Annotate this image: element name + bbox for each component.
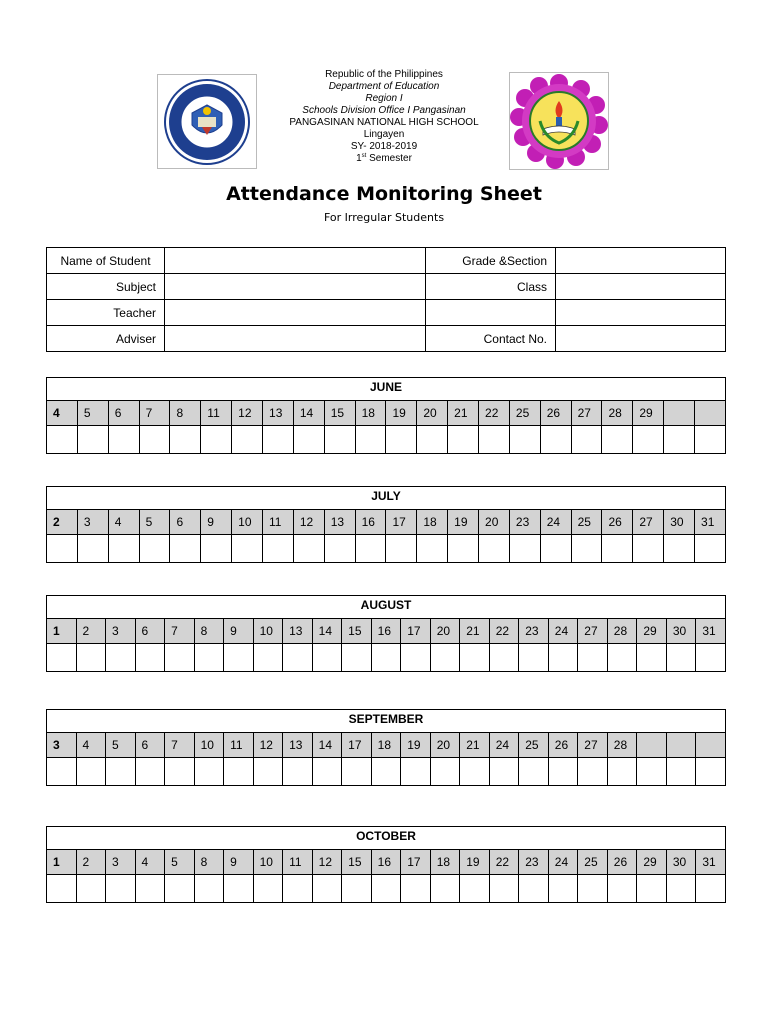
day-number-cell: 2 (47, 510, 78, 535)
school-header (270, 69, 498, 165)
attendance-cell[interactable] (170, 535, 201, 563)
day-number-cell: 26 (607, 850, 637, 875)
day-number-cell: 16 (371, 850, 401, 875)
day-number-cell (696, 733, 726, 758)
day-number-cell: 17 (342, 733, 372, 758)
teacher-label: Teacher (47, 300, 165, 326)
day-number-cell: 4 (76, 733, 106, 758)
attendance-cell[interactable] (47, 535, 78, 563)
month-block-october (46, 826, 726, 903)
attendance-cell[interactable] (548, 644, 578, 672)
day-number-cell: 5 (139, 510, 170, 535)
day-number-cell: 19 (460, 850, 490, 875)
school-seal-logo (509, 72, 609, 170)
day-number-cell: 10 (232, 510, 263, 535)
day-number-cell: 11 (201, 401, 232, 426)
day-number-row (47, 733, 726, 758)
header-school: PANGASINAN NATIONAL HIGH SCHOOL (289, 117, 479, 128)
day-number-cell: 6 (170, 510, 201, 535)
day-number-cell: 23 (519, 619, 549, 644)
attendance-cell[interactable] (47, 875, 77, 903)
contact-no-label: Contact No. (426, 326, 556, 352)
day-number-cell: 6 (135, 733, 165, 758)
month-title: JULY (46, 486, 726, 510)
day-number-cell: 26 (540, 401, 571, 426)
day-number-cell: 21 (448, 401, 479, 426)
day-number-cell: 15 (324, 401, 355, 426)
day-number-cell: 19 (386, 401, 417, 426)
attendance-cell[interactable] (263, 535, 294, 563)
day-number-cell (695, 401, 726, 426)
day-number-cell: 29 (637, 619, 667, 644)
attendance-cell[interactable] (417, 535, 448, 563)
day-number-cell: 24 (540, 510, 571, 535)
day-number-cell: 25 (578, 850, 608, 875)
day-number-cell: 2 (76, 619, 106, 644)
attendance-cell[interactable] (312, 758, 342, 786)
day-number-cell: 1 (47, 619, 77, 644)
day-number-cell: 24 (548, 850, 578, 875)
header-town: Lingayen (363, 129, 405, 140)
day-number-cell: 24 (489, 733, 519, 758)
attendance-cell[interactable] (386, 426, 417, 454)
day-number-cell: 9 (224, 850, 254, 875)
attendance-cell[interactable] (386, 535, 417, 563)
day-number-cell: 27 (578, 733, 608, 758)
day-number-cell: 18 (355, 401, 386, 426)
attendance-cell[interactable] (76, 644, 106, 672)
attendance-cell[interactable] (637, 644, 667, 672)
day-number-cell: 15 (342, 850, 372, 875)
attendance-cell[interactable] (201, 426, 232, 454)
attendance-cell[interactable] (540, 426, 571, 454)
day-number-cell: 23 (509, 510, 540, 535)
attendance-cell[interactable] (293, 426, 324, 454)
day-number-cell: 2 (76, 850, 106, 875)
attendance-cell[interactable] (342, 644, 372, 672)
attendance-cell[interactable] (519, 875, 549, 903)
day-number-cell: 18 (430, 850, 460, 875)
attendance-cell[interactable] (263, 426, 294, 454)
attendance-cell[interactable] (47, 758, 77, 786)
attendance-cell[interactable] (165, 758, 195, 786)
attendance-cell[interactable] (371, 758, 401, 786)
day-number-cell: 18 (371, 733, 401, 758)
day-number-cell: 13 (283, 733, 313, 758)
attendance-cell[interactable] (666, 875, 696, 903)
day-number-cell: 19 (401, 733, 431, 758)
adviser-label: Adviser (47, 326, 165, 352)
attendance-cell[interactable] (342, 875, 372, 903)
day-number-cell: 30 (666, 850, 696, 875)
attendance-cell[interactable] (607, 758, 637, 786)
attendance-cell[interactable] (194, 758, 224, 786)
attendance-cell[interactable] (170, 426, 201, 454)
attendance-cell[interactable] (664, 535, 695, 563)
day-number-cell: 23 (519, 850, 549, 875)
attendance-cell[interactable] (696, 758, 726, 786)
day-number-cell: 22 (489, 619, 519, 644)
day-number-cell: 20 (417, 401, 448, 426)
attendance-cell[interactable] (509, 426, 540, 454)
attendance-cell[interactable] (194, 644, 224, 672)
day-number-cell: 16 (371, 619, 401, 644)
header-division: Schools Division Office I Pangasinan (302, 105, 466, 116)
sheet-title: Attendance Monitoring Sheet (226, 183, 542, 205)
attendance-cell[interactable] (666, 758, 696, 786)
month-title: OCTOBER (46, 826, 726, 850)
day-number-cell: 4 (47, 401, 78, 426)
attendance-cell[interactable] (232, 426, 263, 454)
day-number-cell: 15 (342, 619, 372, 644)
attendance-cell[interactable] (448, 535, 479, 563)
attendance-cell[interactable] (324, 426, 355, 454)
attendance-cell[interactable] (371, 875, 401, 903)
attendance-cell[interactable] (76, 875, 106, 903)
attendance-cell[interactable] (578, 758, 608, 786)
attendance-cell[interactable] (448, 426, 479, 454)
attendance-cell[interactable] (548, 758, 578, 786)
month-title: SEPTEMBER (46, 709, 726, 733)
attendance-cell[interactable] (578, 875, 608, 903)
attendance-cell[interactable] (460, 644, 490, 672)
attendance-cell[interactable] (355, 535, 386, 563)
day-number-cell: 26 (602, 510, 633, 535)
attendance-cell[interactable] (253, 644, 283, 672)
attendance-cell[interactable] (224, 758, 254, 786)
attendance-cell[interactable] (401, 875, 431, 903)
day-number-cell: 7 (165, 733, 195, 758)
day-number-cell: 20 (430, 619, 460, 644)
attendance-cell[interactable] (664, 426, 695, 454)
attendance-cell[interactable] (430, 875, 460, 903)
day-number-cell: 22 (479, 401, 510, 426)
day-number-row (47, 401, 726, 426)
attendance-row (47, 426, 726, 454)
day-number-cell: 12 (253, 733, 283, 758)
subject-label: Subject (47, 274, 165, 300)
month-block-july (46, 486, 726, 563)
attendance-cell[interactable] (460, 758, 490, 786)
day-number-cell: 16 (355, 510, 386, 535)
attendance-cell[interactable] (602, 535, 633, 563)
day-number-cell: 13 (324, 510, 355, 535)
attendance-cell[interactable] (633, 426, 664, 454)
attendance-cell[interactable] (312, 644, 342, 672)
attendance-cell[interactable] (519, 644, 549, 672)
attendance-cell[interactable] (108, 535, 139, 563)
attendance-cell[interactable] (637, 758, 667, 786)
day-number-cell: 28 (607, 619, 637, 644)
attendance-cell[interactable] (108, 426, 139, 454)
attendance-cell[interactable] (633, 535, 664, 563)
day-number-cell: 25 (509, 401, 540, 426)
deped-seal-logo (157, 74, 257, 169)
attendance-row (47, 875, 726, 903)
attendance-cell[interactable] (165, 875, 195, 903)
teacher-row-blank-field[interactable] (556, 300, 726, 326)
day-number-row (47, 619, 726, 644)
day-number-cell: 11 (263, 510, 294, 535)
day-number-cell: 27 (633, 510, 664, 535)
day-number-cell: 14 (312, 733, 342, 758)
attendance-cell[interactable] (253, 758, 283, 786)
day-number-cell: 31 (696, 619, 726, 644)
day-number-cell: 19 (448, 510, 479, 535)
day-number-cell: 13 (283, 619, 313, 644)
month-title: JUNE (46, 377, 726, 401)
attendance-cell[interactable] (201, 535, 232, 563)
attendance-cell[interactable] (293, 535, 324, 563)
day-number-cell: 20 (479, 510, 510, 535)
attendance-cell[interactable] (571, 535, 602, 563)
day-number-cell: 8 (170, 401, 201, 426)
month-block-june (46, 377, 726, 454)
day-number-cell: 3 (106, 619, 136, 644)
attendance-cell[interactable] (489, 644, 519, 672)
attendance-cell[interactable] (76, 758, 106, 786)
attendance-cell[interactable] (135, 758, 165, 786)
attendance-cell[interactable] (253, 875, 283, 903)
attendance-cell[interactable] (224, 644, 254, 672)
attendance-cell[interactable] (509, 535, 540, 563)
grade-section-field[interactable] (556, 248, 726, 274)
attendance-cell[interactable] (696, 644, 726, 672)
attendance-cell[interactable] (578, 644, 608, 672)
attendance-cell[interactable] (548, 875, 578, 903)
attendance-cell[interactable] (355, 426, 386, 454)
attendance-cell[interactable] (283, 875, 313, 903)
attendance-cell[interactable] (489, 875, 519, 903)
day-number-cell: 1 (47, 850, 77, 875)
grade-section-label: Grade &Section (426, 248, 556, 274)
teacher-field[interactable] (165, 300, 426, 326)
day-number-cell: 22 (489, 850, 519, 875)
month-block-september (46, 709, 726, 786)
attendance-cell[interactable] (224, 875, 254, 903)
name-of-student-label: Name of Student (47, 248, 165, 274)
day-number-cell: 3 (47, 733, 77, 758)
class-label: Class (426, 274, 556, 300)
day-number-cell: 27 (571, 401, 602, 426)
day-number-cell (666, 733, 696, 758)
attendance-row (47, 535, 726, 563)
day-number-row (47, 850, 726, 875)
attendance-cell[interactable] (106, 875, 136, 903)
day-number-cell: 12 (293, 510, 324, 535)
day-number-cell: 11 (283, 850, 313, 875)
day-number-cell: 26 (548, 733, 578, 758)
day-number-cell: 17 (386, 510, 417, 535)
day-number-cell: 21 (460, 619, 490, 644)
sheet-subtitle: For Irregular Students (323, 211, 445, 224)
subject-field[interactable] (165, 274, 426, 300)
day-number-cell: 25 (519, 733, 549, 758)
day-number-cell: 5 (77, 401, 108, 426)
attendance-cell[interactable] (135, 644, 165, 672)
attendance-cell[interactable] (106, 758, 136, 786)
day-number-cell: 17 (401, 850, 431, 875)
day-number-cell: 7 (139, 401, 170, 426)
attendance-cell[interactable] (430, 758, 460, 786)
attendance-cell[interactable] (106, 644, 136, 672)
day-number-cell: 12 (312, 850, 342, 875)
day-number-cell: 24 (548, 619, 578, 644)
day-number-cell: 5 (165, 850, 195, 875)
attendance-cell[interactable] (135, 875, 165, 903)
attendance-row (47, 644, 726, 672)
day-number-cell: 9 (224, 619, 254, 644)
attendance-row (47, 758, 726, 786)
contact-no-field[interactable] (556, 326, 726, 352)
attendance-cell[interactable] (696, 875, 726, 903)
day-number-cell: 14 (312, 619, 342, 644)
day-number-cell: 31 (696, 850, 726, 875)
day-number-cell: 17 (401, 619, 431, 644)
adviser-field[interactable] (165, 326, 426, 352)
teacher-row-blank (426, 300, 556, 326)
day-number-cell: 28 (602, 401, 633, 426)
attendance-cell[interactable] (165, 644, 195, 672)
attendance-cell[interactable] (460, 875, 490, 903)
attendance-cell[interactable] (312, 875, 342, 903)
day-number-cell: 28 (607, 733, 637, 758)
attendance-cell[interactable] (77, 426, 108, 454)
day-number-cell: 20 (430, 733, 460, 758)
attendance-cell[interactable] (324, 535, 355, 563)
name-of-student-field[interactable] (165, 248, 426, 274)
day-number-row (47, 510, 726, 535)
header-region: Region I (365, 93, 403, 104)
day-number-cell: 5 (106, 733, 136, 758)
attendance-cell[interactable] (666, 644, 696, 672)
day-number-cell: 8 (194, 850, 224, 875)
attendance-cell[interactable] (401, 644, 431, 672)
day-number-cell: 3 (106, 850, 136, 875)
day-number-cell: 11 (224, 733, 254, 758)
day-number-cell: 6 (135, 619, 165, 644)
attendance-cell[interactable] (342, 758, 372, 786)
day-number-cell: 10 (194, 733, 224, 758)
day-number-cell: 27 (578, 619, 608, 644)
attendance-cell[interactable] (540, 535, 571, 563)
header-school-year: SY- 2018-2019 (350, 141, 418, 152)
attendance-cell[interactable] (607, 644, 637, 672)
attendance-cell[interactable] (283, 758, 313, 786)
day-number-cell: 6 (108, 401, 139, 426)
day-number-cell: 7 (165, 619, 195, 644)
day-number-cell: 30 (666, 619, 696, 644)
attendance-cell[interactable] (430, 644, 460, 672)
attendance-cell[interactable] (232, 535, 263, 563)
attendance-cell[interactable] (283, 644, 313, 672)
day-number-cell: 9 (201, 510, 232, 535)
student-info-table (46, 247, 726, 352)
header-republic: Republic of the Philippines (325, 69, 443, 80)
attendance-cell[interactable] (194, 875, 224, 903)
attendance-cell[interactable] (371, 644, 401, 672)
day-number-cell: 10 (253, 850, 283, 875)
attendance-cell[interactable] (607, 875, 637, 903)
attendance-cell[interactable] (401, 758, 431, 786)
attendance-cell[interactable] (489, 758, 519, 786)
day-number-cell: 12 (232, 401, 263, 426)
day-number-cell: 31 (695, 510, 726, 535)
month-block-august (46, 595, 726, 672)
day-number-cell: 21 (460, 733, 490, 758)
attendance-cell[interactable] (47, 426, 78, 454)
attendance-cell[interactable] (571, 426, 602, 454)
day-number-cell (637, 733, 667, 758)
attendance-cell[interactable] (77, 535, 108, 563)
attendance-cell[interactable] (695, 535, 726, 563)
attendance-cell[interactable] (47, 644, 77, 672)
attendance-cell[interactable] (139, 535, 170, 563)
attendance-cell[interactable] (479, 426, 510, 454)
day-number-cell: 8 (194, 619, 224, 644)
day-number-cell: 25 (571, 510, 602, 535)
day-number-cell: 3 (77, 510, 108, 535)
attendance-cell[interactable] (479, 535, 510, 563)
attendance-cell[interactable] (519, 758, 549, 786)
attendance-cell[interactable] (637, 875, 667, 903)
day-number-cell: 29 (637, 850, 667, 875)
class-field[interactable] (556, 274, 726, 300)
day-number-cell: 29 (633, 401, 664, 426)
day-number-cell: 14 (293, 401, 324, 426)
attendance-cell[interactable] (602, 426, 633, 454)
day-number-cell: 4 (108, 510, 139, 535)
day-number-cell: 13 (263, 401, 294, 426)
attendance-cell[interactable] (417, 426, 448, 454)
month-title: AUGUST (46, 595, 726, 619)
day-number-cell: 4 (135, 850, 165, 875)
attendance-cell[interactable] (139, 426, 170, 454)
day-number-cell (664, 401, 695, 426)
attendance-cell[interactable] (695, 426, 726, 454)
day-number-cell: 10 (253, 619, 283, 644)
day-number-cell: 18 (417, 510, 448, 535)
header-semester: 1st Semester (356, 153, 412, 164)
header-department: Department of Education (328, 81, 440, 92)
day-number-cell: 30 (664, 510, 695, 535)
